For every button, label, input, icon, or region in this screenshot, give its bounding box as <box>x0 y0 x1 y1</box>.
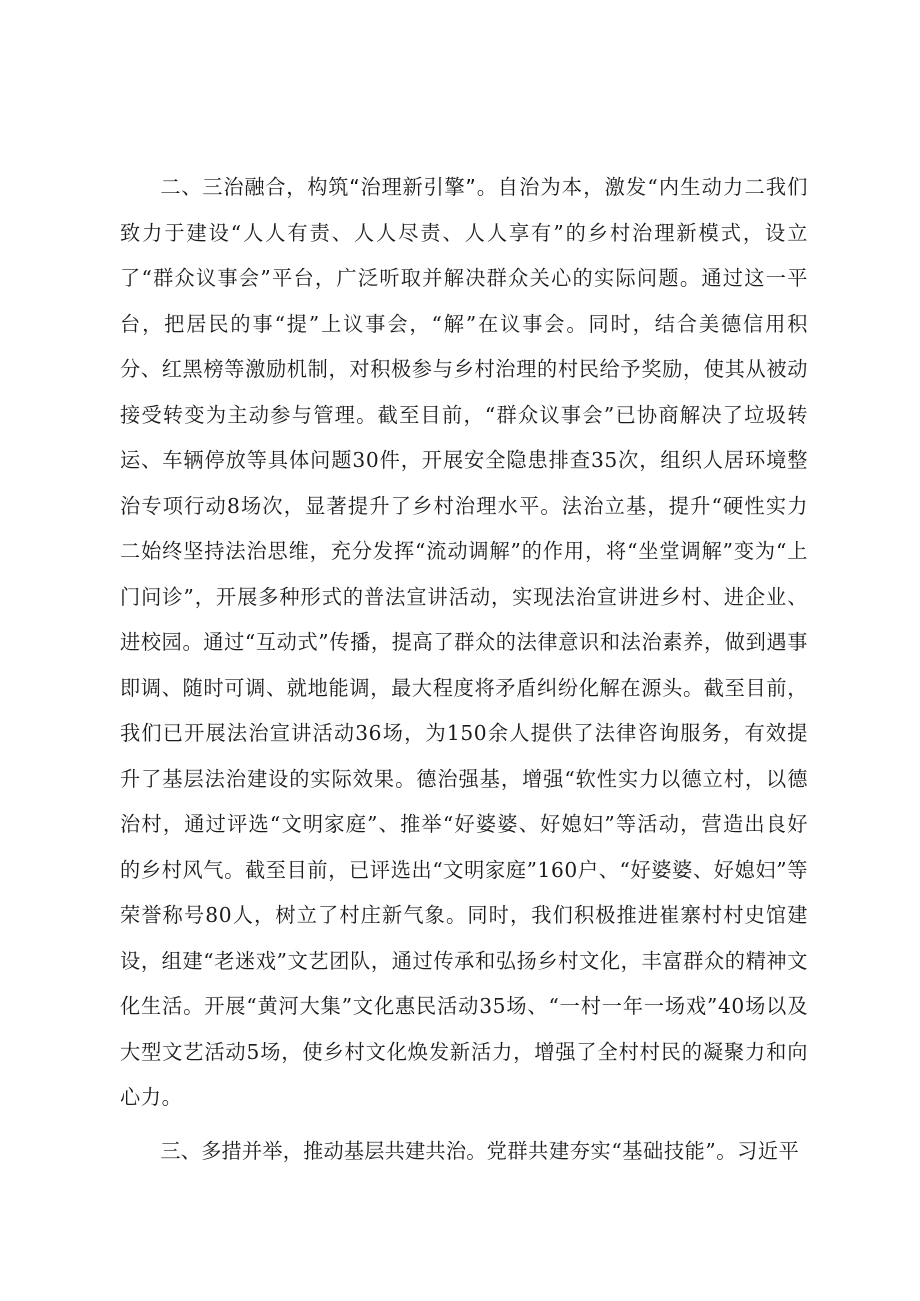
section-three-body: 党群共建夯实“基础技能”。习近平 <box>486 1138 800 1163</box>
paragraph-section-two <box>120 165 808 1121</box>
section-three-heading: 三、多措并举，推动基层共建共治。 <box>160 1138 487 1163</box>
paragraph-section-three <box>120 1129 808 1175</box>
section-two-heading: 二、三治融合，构筑“治理新引擎”。 <box>160 175 498 199</box>
document-body <box>120 165 808 1174</box>
section-two-body: 自治为本，激发“内生动力二我们致力于建设“人人有责、人人尽责、人人享有”的乡村治理新模式，设立了“群众议事会”平台，广泛听取并解决群众关心的实际问题。通过这一平台，把居民的事“提”上议事会，“解”在议事会。同时，结合美德信用积分、红黑榜等激励机制，对积极参与乡村治理的村民给予奖励，使其从被动接受转变为主动参与管理。截至目前，“群众议事会”已协商解决了垃圾转运、车辆停放等具体问题30件，开展安全隐患排查35次，组织人居环境整治专项行动8场次，显著提升了乡村治理水平。法治立基，提升“硬性实力二始终坚持法治思维，充分发挥“流动调解”的作用，将“坐堂调解”变为“上门问诊”，开展多种形式的普法宣讲活动，实现法治宣讲进乡村、进企业、进校园。通过“互动式”传播，提高了群众的法律意识和法治素养，做到遇事即调、随时可调、就地能调，最大程度将矛盾纠纷化解在源头。截至目前，我们已开展法治宣讲活动36场，为150余人提供了法律咨询服务，有效提升了基层法治建设的实际效果。德治强基，增强“软性实力以德立村，以德治村，通过评选“文明家庭”、推举“好婆婆、好媳妇”等活动，营造出良好的乡村风气。截至目前，已评选出“文明家庭”160户、“好婆婆、好媳妇”等荣誉称号80人，树立了村庄新气象。同时，我们积极推进崔寨村村史馆建设，组建“老迷戏”文艺团队，通过传承和弘扬乡村文化，丰富群众的精神文化生活。开展“黄河大集”文化惠民活动35场、“一村一年一场戏”40场以及大型文艺活动5场，使乡村文化焕发新活力，增强了全村村民的凝聚力和向心力。 <box>120 175 808 1109</box>
